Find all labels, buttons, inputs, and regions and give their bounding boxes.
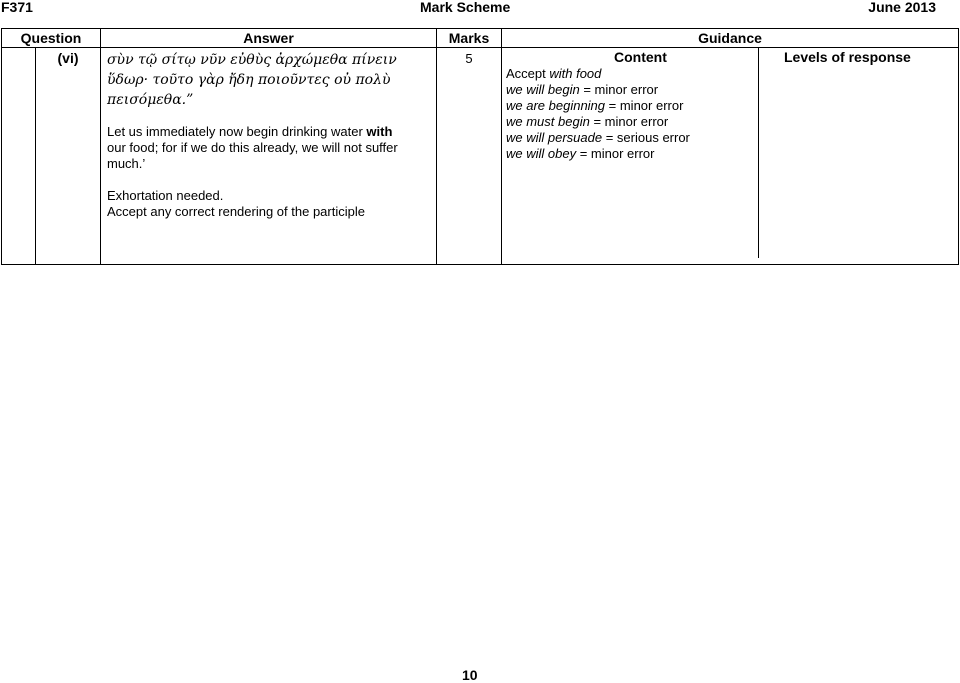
marks-column-header: Marks [437,29,502,48]
question-column-header: Question [2,29,101,48]
guidance-item: we will obey = minor error [506,146,655,161]
translation-line-1: Let us immediately now begin drinking water with [107,124,393,139]
table-header-row [2,29,959,48]
greek-line-1: σὺν τῷ σίτῳ νῦν εὐθὺς ἀρχώμεθα πίνειν [107,52,397,68]
levels-of-response-sub-header: Levels of response [784,49,911,65]
question-number-cell [2,48,36,265]
mark-scheme-table [1,28,959,265]
page-header [0,0,960,14]
document-title: Mark Scheme [420,0,511,15]
guidance-item: we are beginning = minor error [506,98,684,113]
content-sub-header: Content [614,49,667,65]
greek-line-3: πεισόμεθα.” [107,92,194,108]
translation-line-2: our food; for if we do this already, we will not suffer [107,140,398,155]
greek-line-2: ὕδωρ· τοῦτο γὰρ ἤδη ποιοῦντες οὐ πολὺ [107,72,391,88]
page-number: 10 [462,667,478,683]
note-exhortation: Exhortation needed. [107,188,224,203]
guidance-cell [502,48,959,265]
guidance-item: we will persuade = serious error [506,130,690,145]
note-participle: Accept any correct rendering of the participle [107,204,365,219]
table-row [2,48,959,265]
answer-cell [101,48,437,265]
translation-bold-word: with [366,124,393,139]
question-part-cell: (vi) [36,48,101,265]
content-column [506,66,690,162]
answer-column-header: Answer [101,29,437,48]
guidance-item: we must begin = minor error [506,114,669,129]
guidance-column-divider [758,48,759,258]
accept-line: Accept with food [506,66,602,81]
exam-session: June 2013 [868,0,936,15]
guidance-column-header: Guidance [502,29,959,48]
guidance-sub-headers [502,48,958,66]
paper-code: F371 [1,0,33,15]
translation-line-3: much.’ [107,156,146,171]
guidance-item: we will begin = minor error [506,82,659,97]
marks-cell: 5 [437,48,502,265]
